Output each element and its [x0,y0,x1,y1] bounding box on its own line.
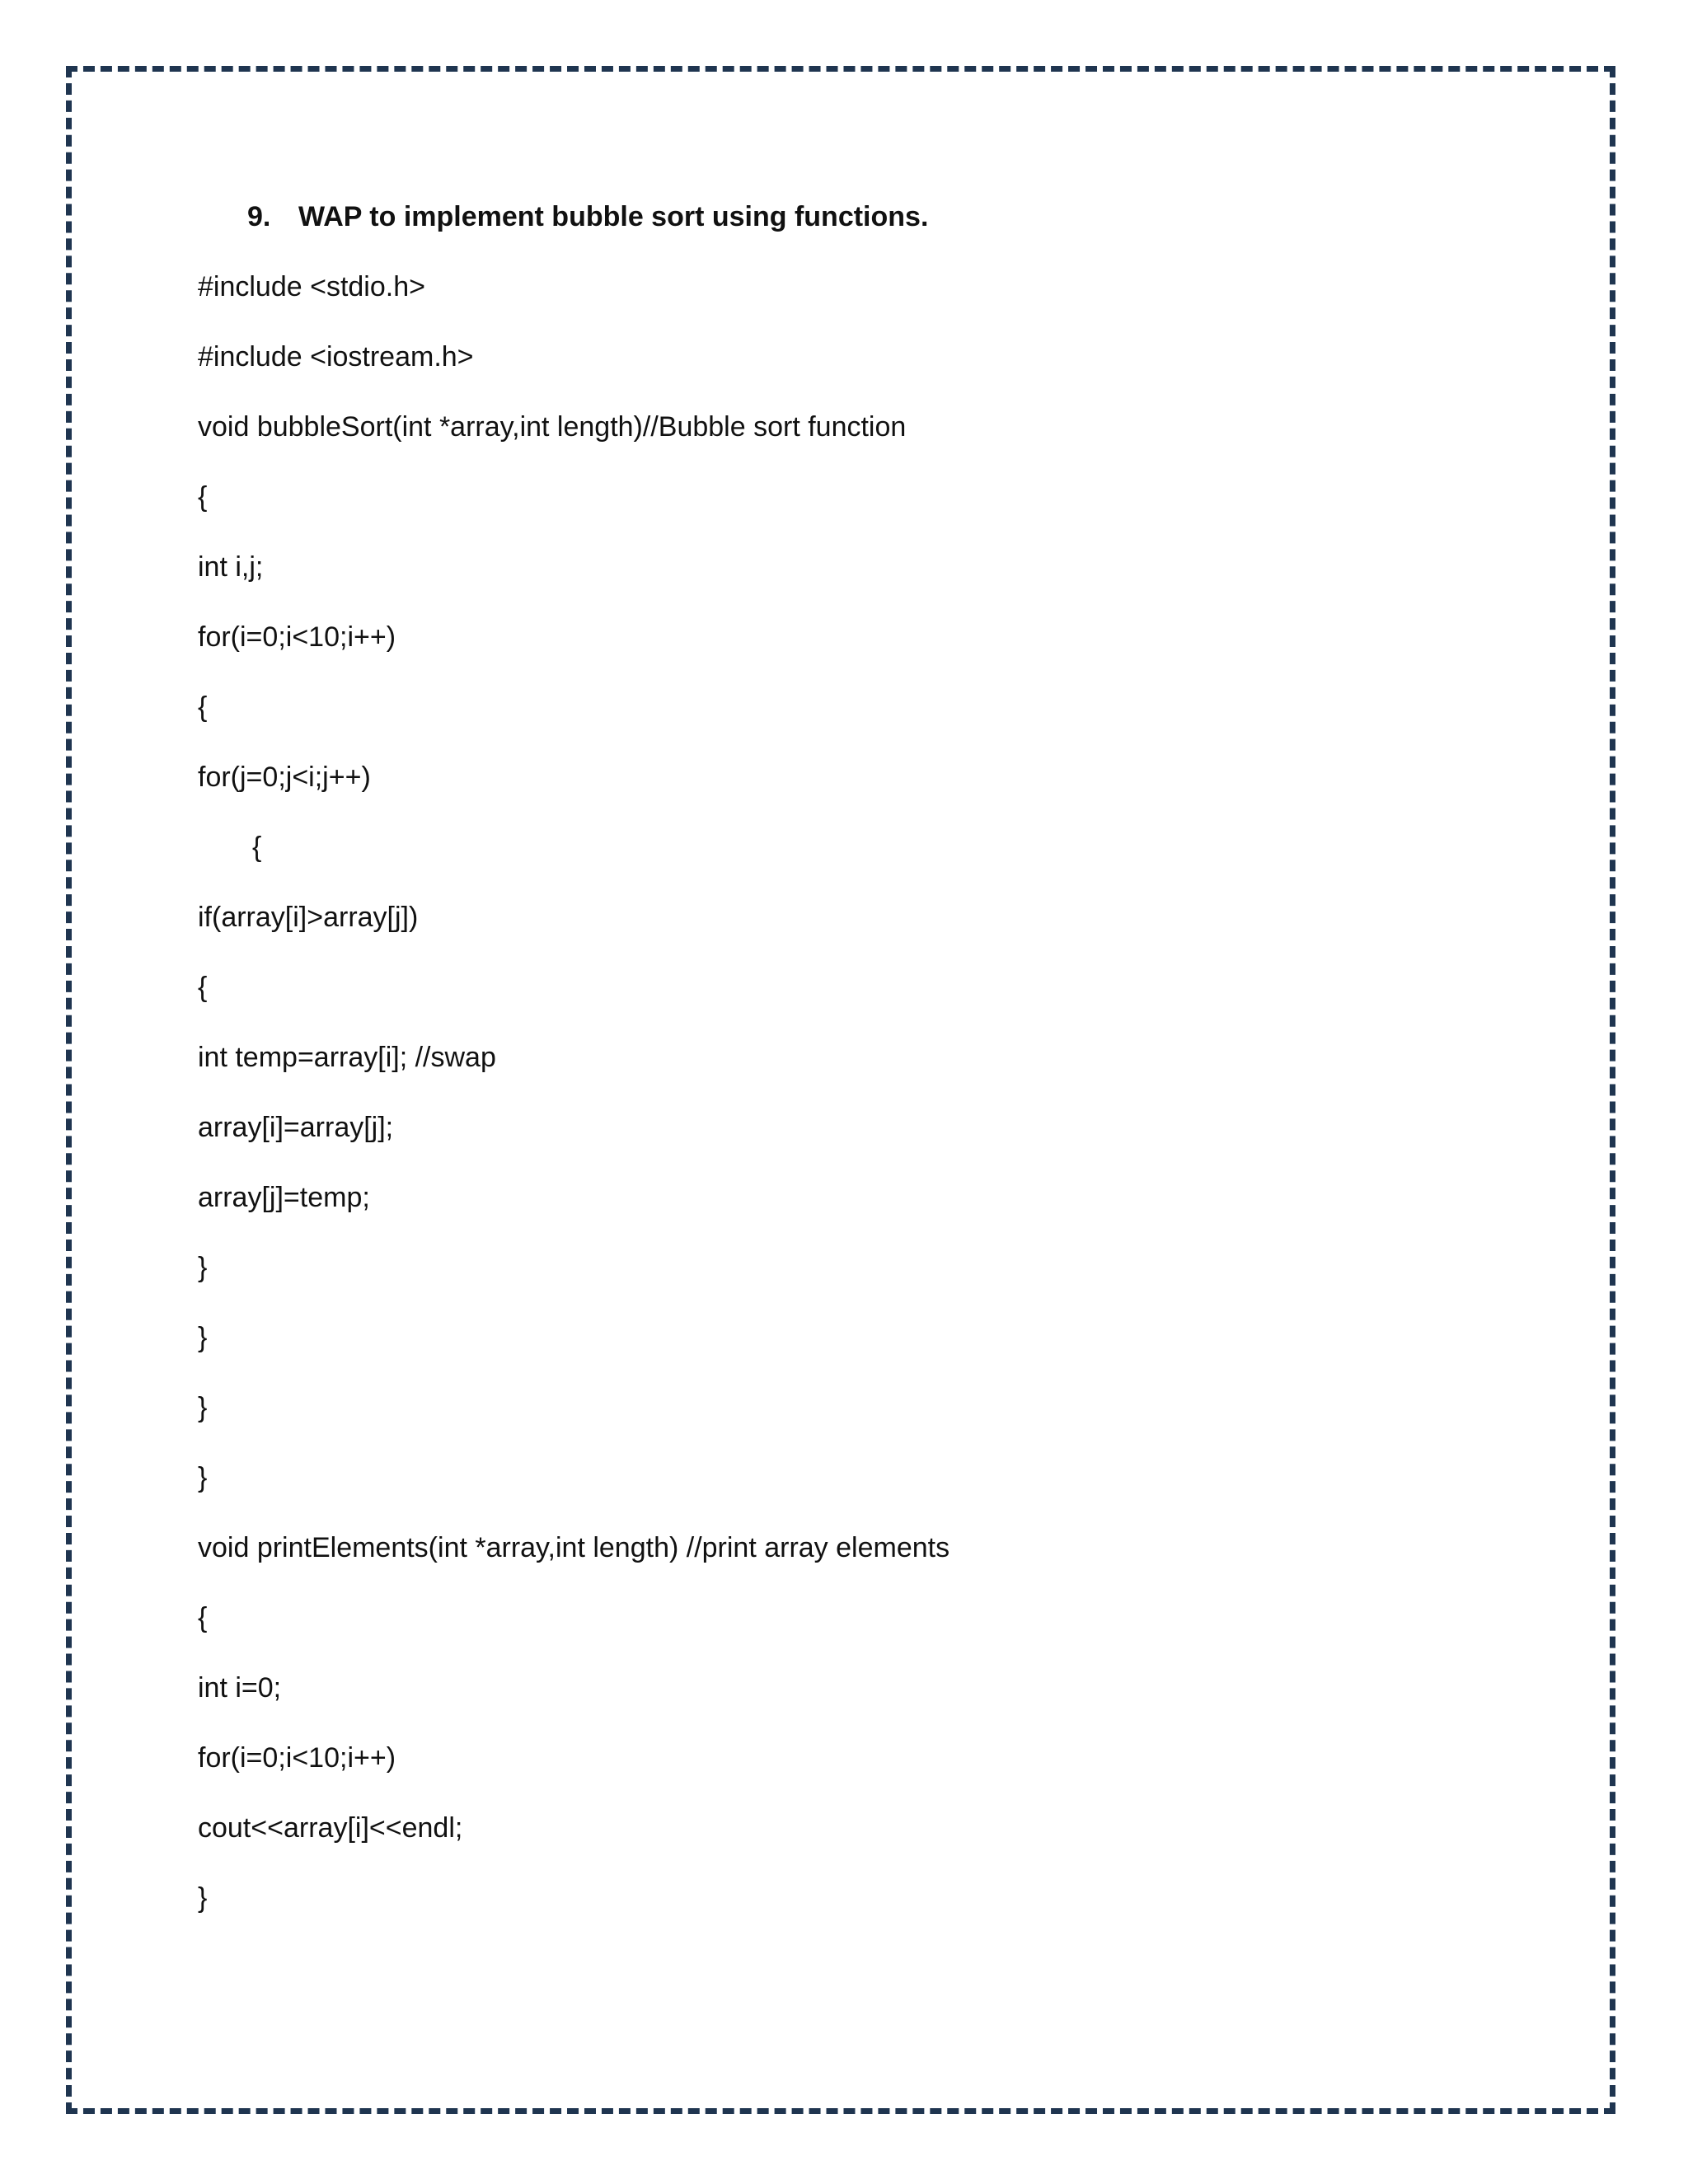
code-line: { [252,832,262,863]
code-line: { [198,481,208,513]
code-line: if(array[i]>array[j]) [198,902,419,933]
question-heading [247,196,928,237]
code-line: #include <iostream.h> [198,341,474,373]
code-line: } [198,1322,208,1353]
code-line: array[j]=temp; [198,1182,370,1213]
code-line: void bubbleSort(int *array,int length)//Bubble sort function [198,411,907,443]
code-line: int i=0; [198,1672,282,1704]
code-line: } [198,1882,208,1914]
code-line: for(i=0;i<10;i++) [198,621,396,653]
code-line: void printElements(int *array,int length) //print array elements [198,1532,950,1563]
code-line: #include <stdio.h> [198,271,425,302]
code-line: } [198,1392,208,1423]
code-line: { [198,972,208,1003]
code-line: for(j=0;j<i;j++) [198,762,371,793]
code-line: { [198,691,208,723]
code-line: { [198,1602,208,1633]
code-line: array[i]=array[j]; [198,1112,394,1143]
question-text: WAP to implement bubble sort using functions. [298,201,929,232]
code-line: } [198,1252,208,1283]
code-line: } [198,1462,208,1493]
code-line: int temp=array[i]; //swap [198,1042,496,1073]
code-line: for(i=0;i<10;i++) [198,1742,396,1774]
code-line: int i,j; [198,551,264,583]
code-line: cout<<array[i]<<endl; [198,1812,463,1844]
question-number: 9. [247,201,271,232]
